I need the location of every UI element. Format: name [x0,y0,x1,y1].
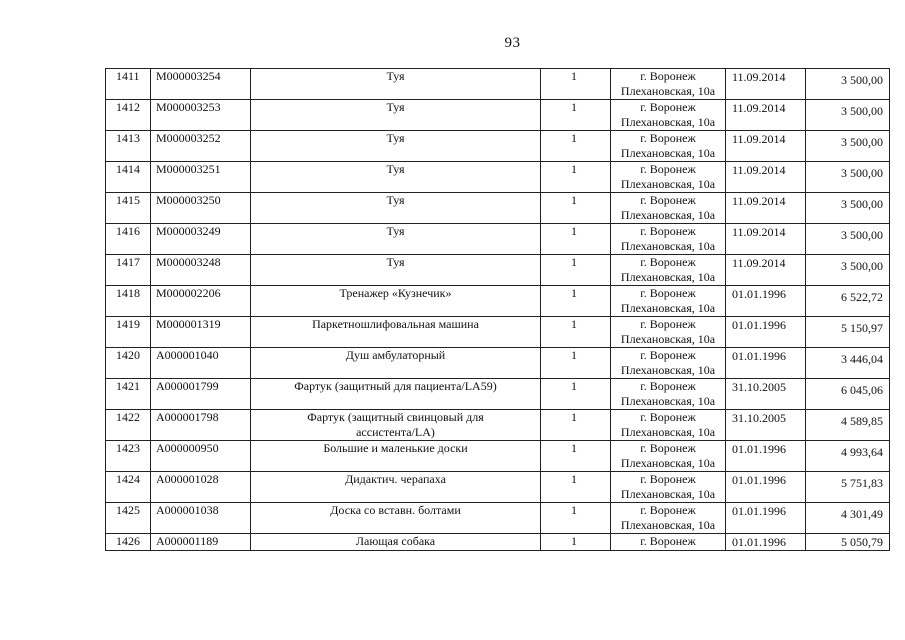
item-name-line: Доска со вставн. болтами [330,503,461,517]
item-quantity: 1 [541,534,611,551]
item-price: 3 500,00 [806,193,890,224]
table-row [106,348,890,379]
item-name-line: Туя [386,224,405,238]
item-name [251,286,541,317]
item-quantity: 1 [541,348,611,379]
inventory-code: М000003252 [151,131,251,162]
item-quantity: 1 [541,286,611,317]
item-address [611,100,726,131]
table-row [106,317,890,348]
item-price: 3 500,00 [806,131,890,162]
item-date: 11.09.2014 [726,131,806,162]
row-number: 1421 [106,379,151,410]
item-address-line: Плехановская, 10а [620,518,716,532]
item-address [611,131,726,162]
item-address [611,441,726,472]
item-address-line: Плехановская, 10а [620,84,716,98]
item-name [251,193,541,224]
item-address-line: Плехановская, 10а [620,332,716,346]
item-address-line: Плехановская, 10а [620,177,716,191]
item-address [611,410,726,441]
item-quantity: 1 [541,69,611,100]
item-address-line: г. Воронеж [640,255,696,269]
table-row [106,410,890,441]
item-name [251,503,541,534]
item-address-line: г. Воронеж [640,131,696,145]
inventory-code: А000001028 [151,472,251,503]
table-row [106,131,890,162]
item-name-line: Фартук (защитный для пациента/LA59) [294,379,497,393]
table-row [106,69,890,100]
row-number: 1413 [106,131,151,162]
item-name-line: Фартук (защитный свинцовый для [307,410,484,424]
item-address-line: г. Воронеж [640,286,696,300]
inventory-code: М000002206 [151,286,251,317]
item-name [251,224,541,255]
inventory-code: А000001040 [151,348,251,379]
item-date: 11.09.2014 [726,162,806,193]
item-date: 01.01.1996 [726,503,806,534]
item-date: 01.01.1996 [726,286,806,317]
item-name [251,131,541,162]
table-row [106,441,890,472]
item-address-line: г. Воронеж [640,162,696,176]
item-name-line: Туя [386,162,405,176]
table-row [106,162,890,193]
item-address-line: г. Воронеж [640,100,696,114]
item-address [611,193,726,224]
item-price: 4 993,64 [806,441,890,472]
item-name [251,410,541,441]
item-price: 3 500,00 [806,69,890,100]
inventory-code: М000003253 [151,100,251,131]
item-quantity: 1 [541,503,611,534]
item-address-line: г. Воронеж [640,224,696,238]
item-address [611,379,726,410]
item-address-line: Плехановская, 10а [620,208,716,222]
table-row [106,100,890,131]
inventory-code: А000001799 [151,379,251,410]
item-quantity: 1 [541,255,611,286]
item-date: 01.01.1996 [726,317,806,348]
row-number: 1411 [106,69,151,100]
row-number: 1425 [106,503,151,534]
table-row [106,193,890,224]
table-row [106,255,890,286]
item-address [611,472,726,503]
inventory-table [105,68,890,551]
item-address-line: Плехановская, 10а [620,115,716,129]
item-name [251,472,541,503]
item-name-line: Лающая собака [355,534,436,548]
inventory-code: М000001319 [151,317,251,348]
table-row [106,534,890,551]
item-name [251,534,541,551]
item-price: 6 045,06 [806,379,890,410]
item-price: 5 050,79 [806,534,890,551]
item-quantity: 1 [541,193,611,224]
item-date: 11.09.2014 [726,255,806,286]
item-address [611,348,726,379]
item-date: 11.09.2014 [726,224,806,255]
row-number: 1416 [106,224,151,255]
item-quantity: 1 [541,472,611,503]
item-quantity: 1 [541,224,611,255]
item-price: 3 500,00 [806,162,890,193]
item-date: 31.10.2005 [726,379,806,410]
item-address-line: Плехановская, 10а [620,363,716,377]
item-name [251,348,541,379]
item-address-line: г. Воронеж [640,503,696,517]
item-address-line: г. Воронеж [640,193,696,207]
item-price: 3 446,04 [806,348,890,379]
item-date: 01.01.1996 [726,441,806,472]
inventory-code: М000003248 [151,255,251,286]
item-address-line: г. Воронеж [640,472,696,486]
inventory-code: М000003254 [151,69,251,100]
item-address-line: Плехановская, 10а [620,146,716,160]
table-row [106,503,890,534]
item-name [251,379,541,410]
item-date: 11.09.2014 [726,100,806,131]
item-price: 4 301,49 [806,503,890,534]
item-address-line: г. Воронеж [640,69,696,83]
inventory-code: М000003249 [151,224,251,255]
table-row [106,224,890,255]
item-name-line: Туя [386,69,405,83]
item-quantity: 1 [541,441,611,472]
item-name [251,441,541,472]
item-address-line: г. Воронеж [640,441,696,455]
item-price: 5 751,83 [806,472,890,503]
item-name [251,69,541,100]
item-address-line: г. Воронеж [640,410,696,424]
item-name [251,317,541,348]
item-address [611,255,726,286]
item-address [611,69,726,100]
item-name-line: Душ амбулаторный [345,348,446,362]
inventory-code: А000000950 [151,441,251,472]
item-address [611,534,726,551]
item-quantity: 1 [541,100,611,131]
inventory-code: М000003251 [151,162,251,193]
row-number: 1422 [106,410,151,441]
item-address-line: г. Воронеж [640,379,696,393]
item-address [611,503,726,534]
row-number: 1412 [106,100,151,131]
item-date: 01.01.1996 [726,534,806,551]
item-address-line: г. Воронеж [640,348,696,362]
item-address-line: Плехановская, 10а [620,270,716,284]
item-name-line: Туя [386,193,405,207]
item-quantity: 1 [541,379,611,410]
item-price: 6 522,72 [806,286,890,317]
inventory-code: М000003250 [151,193,251,224]
item-price: 4 589,85 [806,410,890,441]
table-row [106,472,890,503]
inventory-code: А000001189 [151,534,251,551]
table-body [106,69,890,551]
item-name-line: Туя [386,100,405,114]
table-row [106,286,890,317]
item-address-line: Плехановская, 10а [620,394,716,408]
item-name-line: Паркетношлифовальная машина [312,317,479,331]
row-number: 1418 [106,286,151,317]
item-name [251,100,541,131]
item-date: 11.09.2014 [726,69,806,100]
row-number: 1414 [106,162,151,193]
item-name-line: Дидактич. черапаха [345,472,446,486]
item-address-line: Плехановская, 10а [620,487,716,501]
row-number: 1420 [106,348,151,379]
item-date: 31.10.2005 [726,410,806,441]
item-price: 3 500,00 [806,100,890,131]
item-address [611,162,726,193]
item-name [251,255,541,286]
row-number: 1424 [106,472,151,503]
item-quantity: 1 [541,317,611,348]
item-date: 11.09.2014 [726,193,806,224]
table-row [106,379,890,410]
row-number: 1415 [106,193,151,224]
inventory-code: А000001798 [151,410,251,441]
item-name-line: Большие и маленькие доски [323,441,468,455]
row-number: 1426 [106,534,151,551]
item-address-line: Плехановская, 10а [620,239,716,253]
item-price: 3 500,00 [806,224,890,255]
item-date: 01.01.1996 [726,348,806,379]
item-address-line: г. Воронеж [640,534,696,548]
item-address-line: г. Воронеж [640,317,696,331]
item-address [611,286,726,317]
item-name-line: Туя [386,255,405,269]
item-date: 01.01.1996 [726,472,806,503]
item-quantity: 1 [541,410,611,441]
item-address-line: Плехановская, 10а [620,425,716,439]
item-name-line: ассистента/LA) [356,425,435,439]
item-price: 5 150,97 [806,317,890,348]
item-name-line: Туя [386,131,405,145]
item-name-line: Тренажер «Кузнечик» [339,286,452,300]
item-address-line: Плехановская, 10а [620,456,716,470]
item-name [251,162,541,193]
row-number: 1417 [106,255,151,286]
item-address-line: Плехановская, 10а [620,301,716,315]
inventory-code: А000001038 [151,503,251,534]
item-quantity: 1 [541,162,611,193]
item-price: 3 500,00 [806,255,890,286]
row-number: 1419 [106,317,151,348]
item-quantity: 1 [541,131,611,162]
row-number: 1423 [106,441,151,472]
item-address [611,317,726,348]
item-address [611,224,726,255]
page-number: 93 [504,35,521,51]
